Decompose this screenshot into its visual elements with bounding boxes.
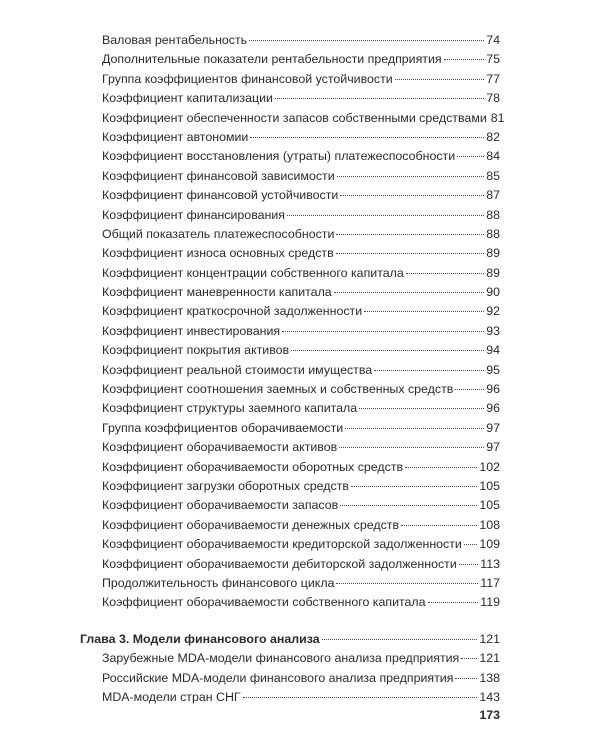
toc-chapter-heading bbox=[80, 630, 500, 649]
toc-entry bbox=[102, 419, 500, 438]
toc-entry-title: Коэффициент реальной стоимости имущества bbox=[102, 362, 373, 377]
toc-entry-page: 78 bbox=[486, 91, 500, 106]
toc-entry-title: Зарубежные MDA-модели финансового анализа предприятия bbox=[102, 651, 460, 666]
toc-entry-page: 138 bbox=[479, 670, 500, 685]
toc-entry bbox=[102, 458, 500, 477]
toc-entry-title: Коэффициент автономии bbox=[102, 129, 249, 144]
toc-entry-page: 88 bbox=[486, 226, 500, 241]
dot-leader bbox=[334, 292, 485, 293]
toc-entry bbox=[102, 50, 500, 69]
toc-entry-page: 89 bbox=[486, 246, 500, 261]
toc-entry-page: 75 bbox=[486, 52, 500, 67]
toc-entry-page: 84 bbox=[486, 149, 500, 164]
toc-entry-page: 81 bbox=[490, 110, 505, 125]
toc-entry-page: 117 bbox=[480, 575, 500, 590]
dot-leader bbox=[250, 137, 484, 138]
dot-leader bbox=[340, 505, 477, 506]
toc-entry-page: 109 bbox=[479, 537, 500, 552]
toc-entry-title: Коэффициент оборачиваемости запасов bbox=[102, 498, 339, 513]
dot-leader bbox=[406, 273, 484, 274]
toc-entry bbox=[102, 147, 500, 166]
toc-entry bbox=[102, 322, 500, 341]
toc-entry bbox=[102, 31, 500, 50]
toc-entry-page: 89 bbox=[486, 265, 500, 280]
toc-entry-page: 96 bbox=[486, 401, 500, 416]
toc-entry bbox=[102, 516, 500, 535]
toc-entry bbox=[102, 361, 500, 380]
dot-leader bbox=[455, 389, 484, 390]
toc-entry bbox=[102, 593, 500, 612]
dot-leader bbox=[359, 408, 484, 409]
toc-entry-title: Коэффициент оборачиваемости кредиторской задолженности bbox=[102, 537, 462, 552]
dot-leader bbox=[457, 156, 484, 157]
toc-entry-title: Коэффициент структуры заемного капитала bbox=[102, 401, 358, 416]
toc-entry-title: MDA-модели стран СНГ bbox=[102, 689, 241, 704]
dot-leader bbox=[243, 697, 478, 698]
toc-entry-page: 97 bbox=[486, 440, 500, 455]
dot-leader bbox=[336, 253, 485, 254]
toc-entry bbox=[102, 206, 500, 225]
toc-entry bbox=[102, 283, 500, 302]
dot-leader bbox=[339, 447, 484, 448]
toc-entry-title: Коэффициент инвестирования bbox=[102, 323, 281, 338]
dot-leader bbox=[336, 583, 478, 584]
toc-entry-page: 92 bbox=[486, 304, 500, 319]
toc-entry bbox=[102, 225, 500, 244]
toc-entry bbox=[102, 477, 500, 496]
toc-entry bbox=[102, 496, 500, 515]
dot-leader bbox=[345, 428, 484, 429]
toc-entry bbox=[102, 399, 500, 418]
toc-entry-page: 113 bbox=[480, 556, 500, 571]
toc-entry-title: Коэффициент износа основных средств bbox=[102, 246, 334, 261]
dot-leader bbox=[459, 564, 478, 565]
toc-entry-title: Валовая рентабельность bbox=[102, 33, 248, 47]
toc-entry-page: 87 bbox=[486, 188, 500, 203]
toc-entry-page: 93 bbox=[486, 323, 500, 338]
dot-leader bbox=[351, 486, 477, 487]
toc-entry-page: 85 bbox=[486, 168, 500, 183]
toc-entry bbox=[102, 535, 500, 554]
dot-leader bbox=[282, 331, 484, 332]
toc-entry-page: 95 bbox=[486, 362, 500, 377]
dot-leader bbox=[340, 195, 484, 196]
toc-entry bbox=[102, 244, 500, 263]
toc-entry bbox=[102, 649, 500, 668]
toc-entry bbox=[102, 186, 500, 205]
toc-entry bbox=[102, 555, 500, 574]
dot-leader bbox=[461, 658, 477, 659]
dot-leader bbox=[455, 678, 477, 679]
toc-entry-title: Группа коэффициентов финансовой устойчивости bbox=[102, 71, 393, 86]
toc-entry-title: Коэффициент концентрации собственного капитала bbox=[102, 265, 404, 280]
toc-entry-title: Коэффициент загрузки оборотных средств bbox=[102, 478, 349, 493]
toc-entry bbox=[102, 70, 500, 89]
toc-entry-page: 119 bbox=[480, 595, 500, 610]
toc-entry-title: Коэффициент покрытия активов bbox=[102, 343, 290, 358]
toc-entry-page: 96 bbox=[486, 382, 500, 397]
toc-entry-page: 88 bbox=[486, 207, 500, 222]
dot-leader bbox=[336, 234, 484, 235]
dot-leader bbox=[322, 639, 478, 640]
toc-entry bbox=[102, 341, 500, 360]
toc-entry bbox=[102, 380, 500, 399]
toc-chapter-page: 121 bbox=[479, 631, 500, 646]
toc-entry-title: Продолжительность финансового цикла bbox=[102, 575, 335, 590]
toc-entry bbox=[102, 167, 500, 186]
dot-leader bbox=[395, 79, 484, 80]
toc-entry bbox=[102, 302, 500, 321]
toc-entry-page: 82 bbox=[486, 129, 500, 144]
dot-leader bbox=[287, 215, 484, 216]
dot-leader bbox=[428, 602, 479, 603]
toc-entry-page: 143 bbox=[479, 689, 500, 704]
dot-leader bbox=[374, 370, 484, 371]
toc-entry-title: Коэффициент маневренности капитала bbox=[102, 285, 332, 300]
toc-entry-title: Коэффициент оборачиваемости собственного капитала bbox=[102, 595, 426, 610]
toc-entry bbox=[102, 574, 500, 593]
toc-entry bbox=[102, 669, 500, 688]
toc-chapter-title: Глава 3. Модели финансового анализа bbox=[80, 631, 320, 646]
toc-entry bbox=[102, 264, 500, 283]
toc-entry bbox=[102, 128, 500, 147]
toc-entry-title: Коэффициент оборачиваемости денежных средств bbox=[102, 517, 400, 532]
toc-entry-title: Коэффициент краткосрочной задолженности bbox=[102, 304, 363, 319]
toc-entry-page: 121 bbox=[479, 651, 500, 666]
toc-entry-title: Группа коэффициентов оборачиваемости bbox=[102, 420, 344, 435]
toc-entry-title: Коэффициент финансовой устойчивости bbox=[102, 188, 339, 203]
dot-leader bbox=[275, 98, 484, 99]
toc-entry-title: Коэффициент оборачиваемости дебиторской задолженности bbox=[102, 556, 457, 571]
toc-entry-title: Коэффициент финансирования bbox=[102, 207, 286, 222]
page-number: 173 bbox=[479, 708, 500, 722]
toc-entry-title: Коэффициент обеспеченности запасов собственными средствами bbox=[102, 110, 487, 125]
toc-entry-title: Коэффициент финансовой зависимости bbox=[102, 168, 335, 183]
toc-entry-title: Дополнительные показатели рентабельности предприятия bbox=[102, 52, 442, 67]
toc-entry-page: 105 bbox=[479, 498, 500, 513]
toc-entry bbox=[102, 438, 500, 457]
dot-leader bbox=[405, 467, 477, 468]
toc-entry-page: 94 bbox=[486, 343, 500, 358]
table-of-contents bbox=[0, 31, 600, 707]
toc-entry-page: 90 bbox=[486, 285, 500, 300]
toc-entry-page: 77 bbox=[486, 71, 500, 86]
dot-leader bbox=[337, 176, 485, 177]
toc-entry-page: 108 bbox=[479, 517, 500, 532]
toc-entry bbox=[102, 109, 505, 128]
toc-entry-title: Коэффициент соотношения заемных и собственных средств bbox=[102, 382, 454, 397]
dot-leader bbox=[444, 59, 485, 60]
toc-entry bbox=[102, 688, 500, 707]
toc-entry-page: 102 bbox=[479, 459, 500, 474]
toc-entry-title: Коэффициент капитализации bbox=[102, 91, 273, 106]
toc-entry bbox=[102, 89, 500, 108]
dot-leader bbox=[464, 544, 477, 545]
toc-entry-page: 74 bbox=[486, 33, 500, 47]
toc-entry-title: Коэффициент оборачиваемости оборотных средств bbox=[102, 459, 404, 474]
toc-entry-title: Коэффициент восстановления (утраты) платежеспособности bbox=[102, 149, 456, 164]
toc-entry-title: Коэффициент оборачиваемости активов bbox=[102, 440, 338, 455]
dot-leader bbox=[291, 350, 484, 351]
toc-entry-page: 105 bbox=[479, 478, 500, 493]
toc-entry-page: 97 bbox=[486, 420, 500, 435]
dot-leader bbox=[364, 311, 484, 312]
toc-entry-title: Российские MDA-модели финансового анализа предприятия bbox=[102, 670, 454, 685]
dot-leader bbox=[401, 525, 477, 526]
dot-leader bbox=[249, 40, 484, 41]
toc-entry-title: Общий показатель платежеспособности bbox=[102, 226, 335, 241]
